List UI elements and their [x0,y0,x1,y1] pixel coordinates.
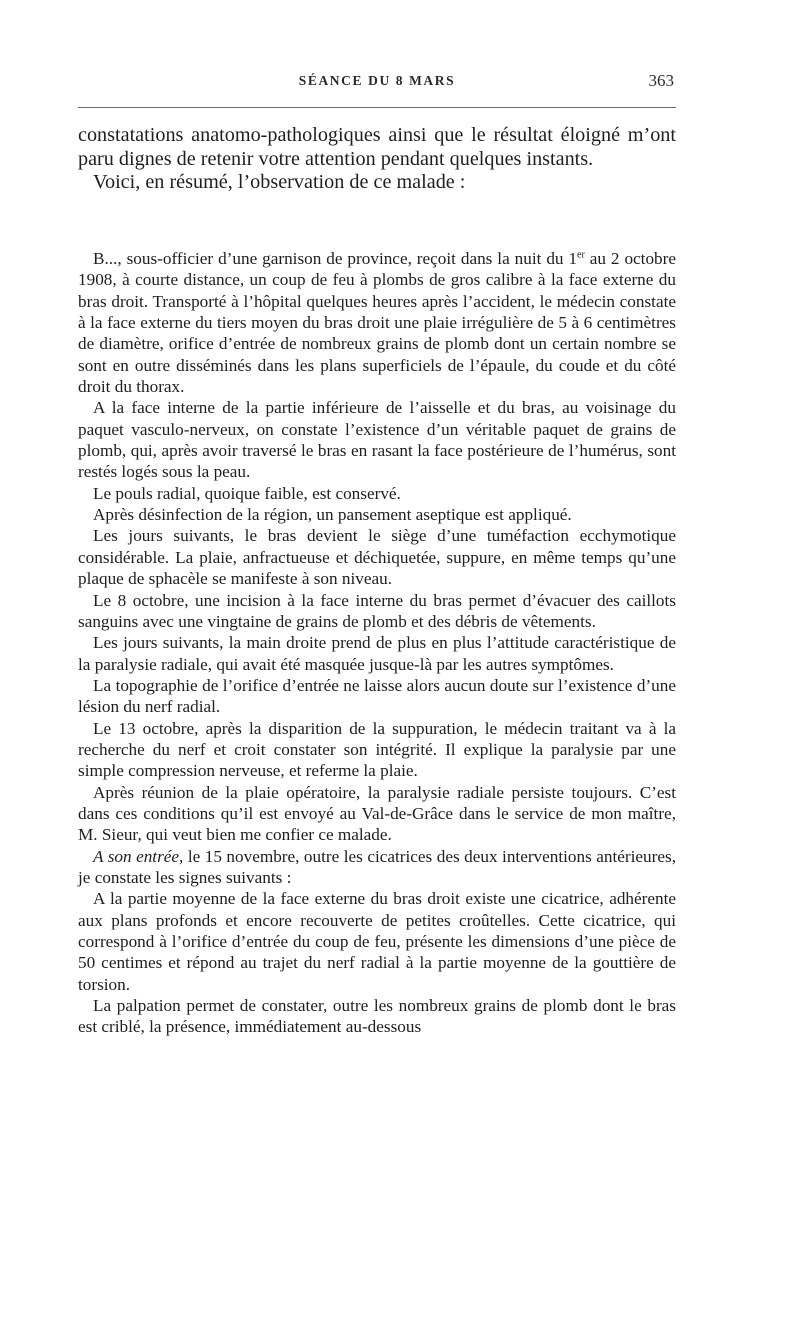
case-paragraph-11-rest: le 15 novembre, outre les cicatrices des deux interventions antérieures, je constate les signes suivants : [78,846,676,887]
case-paragraph-1-rest: au 2 octobre 1908, à courte distance, un coup de feu à plombs de gros calibre à la face externe du bras droit. Transporté à l’hôpital quelques heures après l’accident, le médecin constate à la face externe du tiers moyen du bras droit une plaie irrégulière de 5 à 6 centimètres de diamètre, orifice d’entrée de nombreux grains de plomb dont un certain nombre se sont en outre disséminés dans les plans superficiels de l’épaule, du coude et du côté droit du thorax. [78,249,676,397]
case-paragraph-3: Le pouls radial, quoique faible, est conservé. [93,483,401,503]
case-paragraph-1 [78,248,676,397]
running-head: SÉANCE DU 8 MARS [298,73,456,88]
case-report [78,248,676,1038]
case-paragraph-6: Le 8 octobre, une incision à la face interne du bras permet d’évacuer des caillots sanguins avec une vingtaine de grains de plomb et des débris de vêtements. [78,590,676,631]
case-paragraph-1-start: B..., sous-officier d’une garnison de province, reçoit dans la nuit du 1 [93,249,578,268]
intro-paragraph-1: constatations anatomo-pathologiques ainsi que le résultat éloigné m’ont paru dignes de retenir votre attention pendant quelques instants. [78,124,676,170]
header-rule [78,107,676,108]
case-paragraph-2: A la face interne de la partie inférieure de l’aisselle et du bras, au voisinage du paquet vasculo-nerveux, on constate l’existence d’un véritable paquet de grains de plomb, qui, après avoir traversé le bras en rasant la face postérieure de l’humérus, sont restés logés sous la peau. [78,398,676,482]
case-paragraph-9: Le 13 octobre, après la disparition de la suppuration, le médecin traitant va à la recherche du nerf et croit constater son intégrité. Il explique la paralysie par une simple compression nerveuse, et referme la plaie. [78,718,676,781]
page-number: 363 [648,71,674,90]
case-paragraph-11-italic: A son entrée, [93,846,184,866]
intro-paragraph-2: Voici, en résumé, l’observation de ce malade : [93,171,466,193]
case-paragraph-5: Les jours suivants, le bras devient le siège d’une tuméfaction ecchymotique considérable. La plaie, anfractueuse et déchiquetée, suppure, en même temps qu’une plaque de sphacèle se manifeste à son niveau. [78,526,676,589]
case-paragraph-8: La topographie de l’orifice d’entrée ne laisse alors aucun doute sur l’existence d’une lésion du nerf radial. [78,675,676,717]
case-paragraph-13: La palpation permet de constater, outre les nombreux grains de plomb dont le bras est criblé, la présence, immédiatement au-dessous [78,996,676,1037]
intro-text [78,124,676,195]
case-paragraph-12: A la partie moyenne de la face externe du bras droit existe une cicatrice, adhérente aux plans profonds et encore recouverte de petites croûtelles. Cette cicatrice, qui correspond à l’orifice d’entrée du coup de feu, présente les dimensions d’une pièce de 50 centimes et répond au trajet du nerf radial à la partie moyenne de la gouttière de torsion. [78,889,676,994]
case-paragraph-4: Après désinfection de la région, un pansement aseptique est appliqué. [93,505,572,525]
page-header [78,73,676,97]
case-paragraph-7: Les jours suivants, la main droite prend de plus en plus l’attitude caractéristique de la paralysie radiale, qui avait été masquée jusque-là par les autres symptômes. [78,633,676,674]
case-paragraph-11 [78,846,676,889]
case-paragraph-10: Après réunion de la plaie opératoire, la paralysie radiale persiste toujours. C’est dans ces conditions qu’il est envoyé au Val-de-Grâce dans le service de mon maître, M. Sieur, qui veut bien me confier ce malade. [78,782,676,845]
ordinal-superscript: er [577,249,585,261]
